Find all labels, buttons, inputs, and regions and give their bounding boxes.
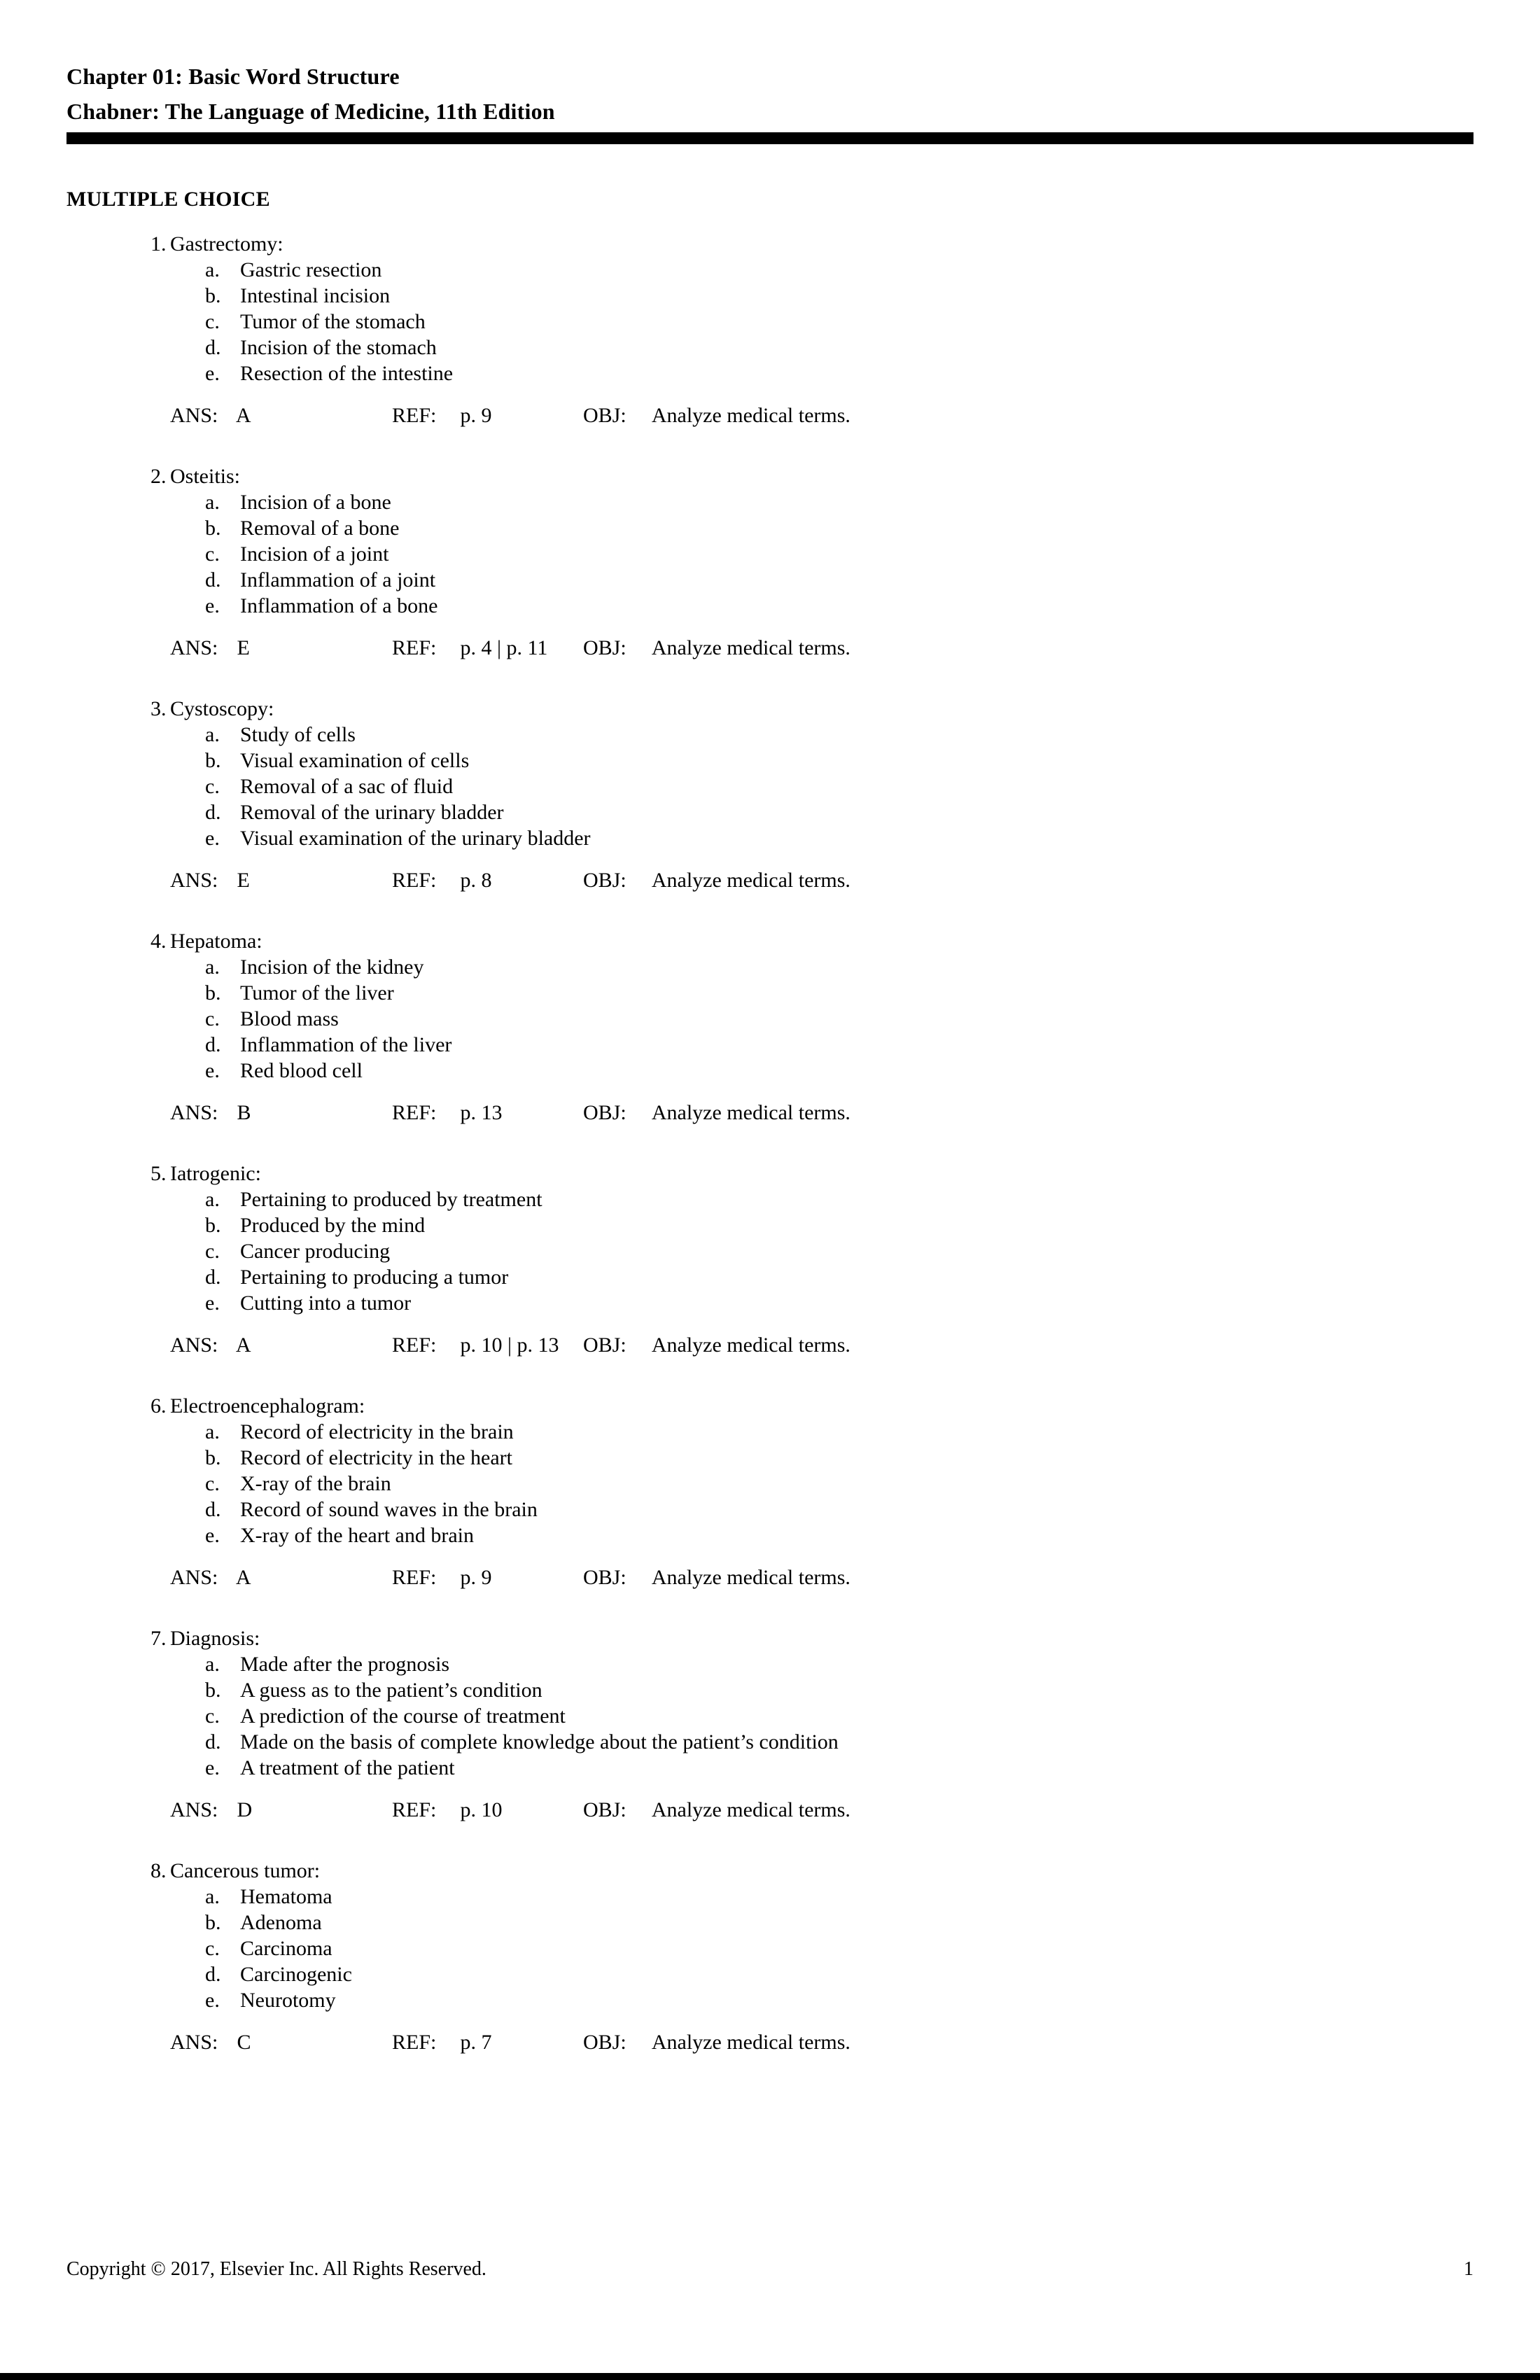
- answer-line: [170, 1332, 1474, 1358]
- options-list: [150, 1884, 1474, 2013]
- option-letter: b.: [205, 1446, 221, 1469]
- option-text: Incision of the stomach: [240, 336, 437, 359]
- answer-option: [205, 283, 1474, 309]
- option-text: Produced by the mind: [240, 1214, 426, 1237]
- options-list: [150, 1186, 1474, 1316]
- answer-option: [205, 1212, 1474, 1238]
- option-text: Blood mass: [240, 1007, 339, 1030]
- option-letter: c.: [205, 1704, 220, 1728]
- ans-cell: [170, 1332, 392, 1358]
- option-letter: d.: [205, 1730, 221, 1754]
- answer-option: [205, 1987, 1474, 2013]
- answer-line: [170, 2029, 1474, 2055]
- answer-option: [205, 1703, 1474, 1729]
- ref-value: p. 9: [460, 1566, 492, 1589]
- obj-cell: [583, 1797, 1474, 1823]
- option-letter: c.: [205, 1007, 220, 1030]
- answer-option: [205, 541, 1474, 567]
- question-head: [150, 463, 1474, 489]
- answer-option: [205, 1006, 1474, 1032]
- footer-rule: [0, 2373, 1540, 2380]
- option-text: Record of sound waves in the brain: [240, 1498, 538, 1521]
- ans-value: A: [235, 404, 251, 427]
- option-text: Neurotomy: [240, 1989, 336, 2012]
- options-list: [150, 722, 1474, 851]
- ref-value: p. 9: [460, 404, 492, 427]
- option-letter: a.: [205, 1420, 220, 1443]
- option-text: Red blood cell: [240, 1059, 363, 1082]
- option-letter: b.: [205, 284, 221, 307]
- ans-cell: [170, 402, 392, 428]
- options-list: [150, 954, 1474, 1084]
- option-text: Visual examination of cells: [240, 749, 470, 772]
- ans-value: C: [237, 2031, 251, 2054]
- answer-option: [205, 1961, 1474, 1987]
- option-letter: a.: [205, 723, 220, 746]
- option-letter: b.: [205, 981, 221, 1004]
- option-text: Tumor of the stomach: [240, 310, 426, 333]
- option-letter: d.: [205, 801, 221, 824]
- answer-option: [205, 799, 1474, 825]
- option-letter: c.: [205, 1937, 220, 1960]
- answer-option: [205, 1935, 1474, 1961]
- answer-option: [205, 1884, 1474, 1910]
- question-stem: Gastrectomy:: [170, 232, 284, 255]
- question-number: 5.: [150, 1162, 167, 1185]
- ref-cell: [392, 2029, 583, 2055]
- answer-option: [205, 1419, 1474, 1445]
- answer-option: [205, 1755, 1474, 1781]
- option-letter: b.: [205, 1214, 221, 1237]
- question-head: [150, 1161, 1474, 1186]
- answer-option: [205, 309, 1474, 335]
- option-letter: e.: [205, 1989, 220, 2012]
- obj-cell: [583, 402, 1474, 428]
- option-letter: c.: [205, 1240, 220, 1263]
- obj-value: Analyze medical terms.: [651, 1798, 850, 1821]
- ans-label: ANS:: [170, 1101, 218, 1124]
- option-text: Made on the basis of complete knowledge about the patient’s condition: [240, 1730, 839, 1754]
- question-item: [150, 463, 1474, 661]
- ans-value: A: [235, 1566, 251, 1589]
- ans-cell: [170, 635, 392, 661]
- option-text: Made after the prognosis: [240, 1653, 450, 1676]
- answer-option: [205, 1290, 1474, 1316]
- question-number: 6.: [150, 1394, 167, 1418]
- header-rule: [66, 132, 1474, 144]
- option-text: Removal of the urinary bladder: [240, 801, 504, 824]
- answer-option: [205, 774, 1474, 799]
- question-stem: Cancerous tumor:: [170, 1859, 321, 1882]
- option-letter: b.: [205, 1911, 221, 1934]
- obj-label: OBJ:: [583, 869, 626, 892]
- answer-option: [205, 1264, 1474, 1290]
- answer-option: [205, 1522, 1474, 1548]
- answer-option: [205, 825, 1474, 851]
- obj-cell: [583, 2029, 1474, 2055]
- ans-cell: [170, 1564, 392, 1590]
- option-letter: a.: [205, 1885, 220, 1908]
- obj-value: Analyze medical terms.: [651, 1566, 850, 1589]
- ref-label: REF:: [392, 869, 437, 892]
- answer-option: [205, 1032, 1474, 1058]
- option-letter: a.: [205, 258, 220, 281]
- question-head: [150, 1393, 1474, 1419]
- question-item: [150, 928, 1474, 1126]
- copyright-text: Copyright © 2017, Elsevier Inc. All Rights Reserved.: [66, 2258, 486, 2280]
- option-text: Pertaining to produced by treatment: [240, 1188, 542, 1211]
- ans-cell: [170, 1797, 392, 1823]
- answer-option: [205, 360, 1474, 386]
- option-text: Adenoma: [240, 1911, 322, 1934]
- option-letter: d.: [205, 1498, 221, 1521]
- option-text: A treatment of the patient: [240, 1756, 455, 1779]
- obj-cell: [583, 1100, 1474, 1126]
- option-text: Resection of the intestine: [240, 362, 454, 385]
- answer-option: [205, 1729, 1474, 1755]
- ref-value: p. 8: [460, 869, 492, 892]
- ref-value: p. 10: [460, 1798, 503, 1821]
- question-head: [150, 696, 1474, 722]
- ans-label: ANS:: [170, 1334, 218, 1357]
- ans-value: D: [237, 1798, 253, 1821]
- question-head: [150, 1858, 1474, 1884]
- ans-label: ANS:: [170, 636, 218, 659]
- options-list: [150, 1419, 1474, 1548]
- option-text: Incision of a bone: [240, 491, 391, 514]
- option-letter: d.: [205, 1963, 221, 1986]
- page-number: 1: [1464, 2258, 1474, 2280]
- options-list: [150, 1651, 1474, 1781]
- question-stem: Osteitis:: [170, 465, 241, 488]
- obj-label: OBJ:: [583, 1334, 626, 1357]
- option-text: Inflammation of a bone: [240, 594, 438, 617]
- question-stem: Hepatoma:: [170, 930, 262, 953]
- option-text: A guess as to the patient’s condition: [240, 1679, 542, 1702]
- answer-option: [205, 489, 1474, 515]
- question-head: [150, 1625, 1474, 1651]
- answer-option: [205, 593, 1474, 619]
- question-stem: Cystoscopy:: [170, 697, 274, 720]
- ans-value: B: [237, 1101, 251, 1124]
- section-heading: MULTIPLE CHOICE: [66, 188, 270, 211]
- ans-value: A: [235, 1334, 251, 1357]
- option-letter: d.: [205, 568, 221, 592]
- ref-label: REF:: [392, 1101, 437, 1124]
- option-text: Study of cells: [240, 723, 356, 746]
- ref-value: p. 10 | p. 13: [460, 1334, 559, 1357]
- ref-cell: [392, 1564, 583, 1590]
- option-text: Record of electricity in the brain: [240, 1420, 514, 1443]
- answer-option: [205, 1910, 1474, 1935]
- question-item: [150, 1161, 1474, 1358]
- ref-label: REF:: [392, 636, 437, 659]
- option-letter: a.: [205, 1653, 220, 1676]
- option-letter: c.: [205, 1472, 220, 1495]
- answer-option: [205, 954, 1474, 980]
- option-letter: b.: [205, 1679, 221, 1702]
- question-number: 7.: [150, 1627, 167, 1650]
- option-letter: e.: [205, 827, 220, 850]
- answer-option: [205, 1238, 1474, 1264]
- option-letter: c.: [205, 775, 220, 798]
- ans-value: E: [237, 636, 250, 659]
- ans-label: ANS:: [170, 1566, 218, 1589]
- obj-label: OBJ:: [583, 636, 626, 659]
- answer-option: [205, 1651, 1474, 1677]
- answer-line: [170, 635, 1474, 661]
- question-item: [150, 1393, 1474, 1590]
- obj-label: OBJ:: [583, 404, 626, 427]
- option-letter: e.: [205, 1756, 220, 1779]
- option-letter: c.: [205, 542, 220, 566]
- option-letter: a.: [205, 955, 220, 979]
- ref-label: REF:: [392, 2031, 437, 2054]
- option-letter: d.: [205, 336, 221, 359]
- question-number: 8.: [150, 1859, 167, 1882]
- option-letter: e.: [205, 362, 220, 385]
- ref-label: REF:: [392, 1566, 437, 1589]
- option-text: Removal of a bone: [240, 517, 400, 540]
- answer-option: [205, 980, 1474, 1006]
- answer-option: [205, 1471, 1474, 1497]
- obj-value: Analyze medical terms.: [651, 404, 850, 427]
- question-number: 2.: [150, 465, 167, 488]
- obj-value: Analyze medical terms.: [651, 2031, 850, 2054]
- option-letter: e.: [205, 1292, 220, 1315]
- ref-label: REF:: [392, 1798, 437, 1821]
- option-letter: e.: [205, 594, 220, 617]
- book-title: Chabner: The Language of Medicine, 11th Edition: [66, 99, 555, 124]
- option-letter: e.: [205, 1524, 220, 1547]
- option-text: Carcinogenic: [240, 1963, 352, 1986]
- ans-label: ANS:: [170, 2031, 218, 2054]
- answer-line: [170, 402, 1474, 428]
- question-number: 3.: [150, 697, 167, 720]
- ref-cell: [392, 1100, 583, 1126]
- option-text: Cancer producing: [240, 1240, 391, 1263]
- obj-label: OBJ:: [583, 1798, 626, 1821]
- ref-label: REF:: [392, 1334, 437, 1357]
- obj-cell: [583, 1564, 1474, 1590]
- ref-cell: [392, 635, 583, 661]
- ans-value: E: [237, 869, 250, 892]
- answer-option: [205, 748, 1474, 774]
- answer-option: [205, 722, 1474, 748]
- chapter-title: Chapter 01: Basic Word Structure: [66, 64, 400, 89]
- answer-option: [205, 1058, 1474, 1084]
- answer-option: [205, 1445, 1474, 1471]
- ans-cell: [170, 867, 392, 893]
- answer-line: [170, 867, 1474, 893]
- option-letter: d.: [205, 1266, 221, 1289]
- question-stem: Electroencephalogram:: [170, 1394, 365, 1418]
- ref-value: p. 13: [460, 1101, 503, 1124]
- option-text: Hematoma: [240, 1885, 332, 1908]
- option-text: Visual examination of the urinary bladder: [240, 827, 591, 850]
- ans-label: ANS:: [170, 869, 218, 892]
- option-text: Removal of a sac of fluid: [240, 775, 454, 798]
- ref-cell: [392, 402, 583, 428]
- answer-option: [205, 515, 1474, 541]
- question-item: [150, 1625, 1474, 1823]
- option-text: X-ray of the brain: [240, 1472, 391, 1495]
- obj-cell: [583, 867, 1474, 893]
- option-letter: c.: [205, 310, 220, 333]
- question-item: [150, 1858, 1474, 2055]
- option-letter: a.: [205, 1188, 220, 1211]
- ref-cell: [392, 867, 583, 893]
- option-text: Pertaining to producing a tumor: [240, 1266, 509, 1289]
- obj-value: Analyze medical terms.: [651, 869, 850, 892]
- option-text: Gastric resection: [240, 258, 382, 281]
- obj-cell: [583, 635, 1474, 661]
- option-text: A prediction of the course of treatment: [240, 1704, 566, 1728]
- answer-line: [170, 1797, 1474, 1823]
- question-head: [150, 928, 1474, 954]
- answer-option: [205, 1497, 1474, 1522]
- option-text: X-ray of the heart and brain: [240, 1524, 475, 1547]
- question-stem: Diagnosis:: [170, 1627, 260, 1650]
- option-text: Cutting into a tumor: [240, 1292, 412, 1315]
- question-stem: Iatrogenic:: [170, 1162, 261, 1185]
- answer-line: [170, 1100, 1474, 1126]
- option-text: Incision of a joint: [240, 542, 389, 566]
- option-letter: e.: [205, 1059, 220, 1082]
- page-footer: [66, 2258, 1474, 2281]
- answer-line: [170, 1564, 1474, 1590]
- ref-label: REF:: [392, 404, 437, 427]
- obj-cell: [583, 1332, 1474, 1358]
- question-number: 4.: [150, 930, 167, 953]
- questions: [66, 231, 1474, 2055]
- answer-option: [205, 1677, 1474, 1703]
- options-list: [150, 257, 1474, 386]
- option-letter: b.: [205, 517, 221, 540]
- obj-value: Analyze medical terms.: [651, 1334, 850, 1357]
- option-text: Inflammation of a joint: [240, 568, 436, 592]
- option-text: Record of electricity in the heart: [240, 1446, 512, 1469]
- option-letter: b.: [205, 749, 221, 772]
- question-number: 1.: [150, 232, 167, 255]
- page-content: [66, 0, 1474, 2055]
- options-list: [150, 489, 1474, 619]
- ans-cell: [170, 2029, 392, 2055]
- ans-label: ANS:: [170, 404, 218, 427]
- ref-value: p. 7: [460, 2031, 492, 2054]
- option-text: Intestinal incision: [240, 284, 391, 307]
- obj-value: Analyze medical terms.: [651, 1101, 850, 1124]
- ref-value: p. 4 | p. 11: [460, 636, 548, 659]
- answer-option: [205, 257, 1474, 283]
- option-text: Carcinoma: [240, 1937, 332, 1960]
- answer-option: [205, 567, 1474, 593]
- ans-cell: [170, 1100, 392, 1126]
- option-text: Tumor of the liver: [240, 981, 394, 1004]
- option-text: Incision of the kidney: [240, 955, 424, 979]
- option-letter: d.: [205, 1033, 221, 1056]
- answer-option: [205, 335, 1474, 360]
- option-text: Inflammation of the liver: [240, 1033, 452, 1056]
- obj-label: OBJ:: [583, 1101, 626, 1124]
- option-letter: a.: [205, 491, 220, 514]
- answer-option: [205, 1186, 1474, 1212]
- question-head: [150, 231, 1474, 257]
- obj-label: OBJ:: [583, 1566, 626, 1589]
- page-header: [66, 59, 1474, 144]
- question-item: [150, 696, 1474, 893]
- obj-value: Analyze medical terms.: [651, 636, 850, 659]
- obj-label: OBJ:: [583, 2031, 626, 2054]
- ans-label: ANS:: [170, 1798, 218, 1821]
- question-item: [150, 231, 1474, 428]
- ref-cell: [392, 1332, 583, 1358]
- ref-cell: [392, 1797, 583, 1823]
